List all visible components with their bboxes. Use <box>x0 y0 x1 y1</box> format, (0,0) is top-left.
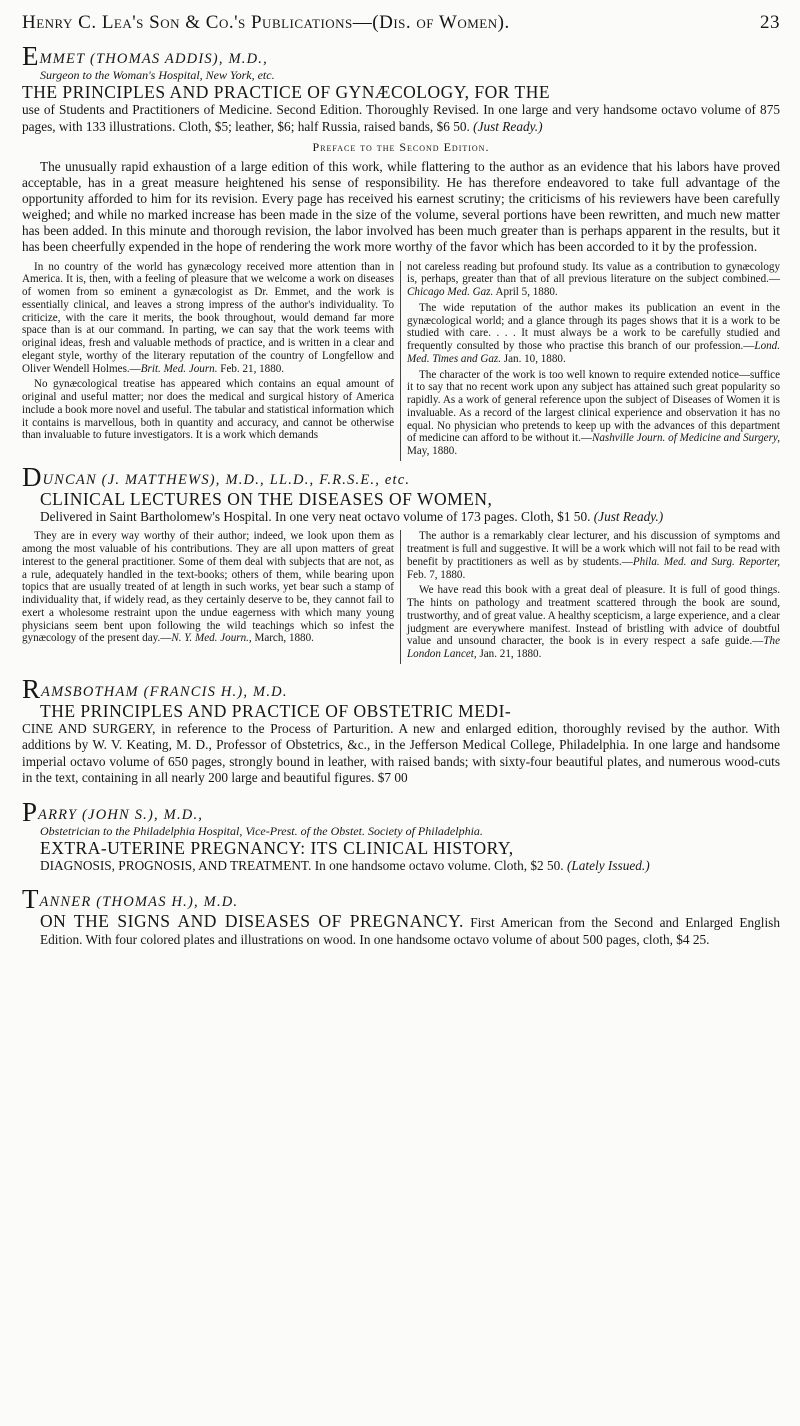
review-quote <box>407 530 780 581</box>
entry-duncan <box>22 461 780 664</box>
review-date: Jan. 21, 1880. <box>479 648 542 661</box>
book-description <box>22 911 780 948</box>
review-quote <box>22 261 394 376</box>
author-name: ARRY (JOHN S.), M.D., <box>38 806 204 823</box>
catalog-page <box>22 12 780 948</box>
dropcap: D <box>22 461 42 492</box>
author-name: MMET (THOMAS ADDIS), M.D., <box>39 51 268 67</box>
book-title: CLINICAL LECTURES ON THE DISEASES OF WOMEN, <box>40 488 493 509</box>
description-text: use of Students and Practitioners of Medicine. Second Edition. Thoroughly Revised. In one large and very handsome octavo volume of 875 pages, with 133 illustrations. Cloth, $5; leather, $6; half Russia, raised bands, $6 50. <box>22 102 780 134</box>
preface-text: The unusually rapid exhaustion of a large edition of this work, while flattering to the author as an evidence that his labors have proved acceptable, has in a great measure heightened his sense of responsibility. He has therefore endeavored to take full advantage of the opportunity afforded to him for its revision. Every page has received his earnest scrutiny; the criticisms of his reviewers have been carefully weighed; and while no marked increase has been made in the size of the volume, several portions have been rewritten, and much new matter has been added. In this minute and thorough revision, the labor involved has been much greater than is perhaps apparent in the results, but it has been cheerfully expended in the hope of rendering the work more worthy of the favor which has been accorded to it by the profession. <box>22 159 780 255</box>
author-name: AMSBOTHAM (FRANCIS H.), M.D. <box>41 683 288 700</box>
review-quote <box>407 369 780 458</box>
book-description <box>22 509 780 526</box>
review-column-right <box>401 261 780 461</box>
availability-note: (Just Ready.) <box>473 118 543 134</box>
dropcap: R <box>22 673 41 704</box>
author-affiliation: Obstetrician to the Philadelphia Hospital, Vice-Prest. of the Obstet. Society of Philadelphia. <box>40 823 483 838</box>
review-quote <box>22 530 394 645</box>
review-column-left <box>22 261 401 461</box>
review-text: In no country of the world has gynæcology received more attention than in America. It is, then, with a feeling of pleasure that we welcome a work on diseases of women from so eminent a gynæcologist as Dr. Emmet, and the work is essentially clinical, and leaves a strong impress of the author's individuality. To criticize, with the care it merits, the book throughout, would demand far more space than is at our command. In parting, we can say that the work teems with original ideas, fresh and valuable methods of practice, and is written in a clear and elegant style, worthy of the literary reputation of the country of Longfellow and Oliver Wendell Holmes.— <box>22 260 394 375</box>
review-columns <box>22 261 780 461</box>
dropcap: T <box>22 884 39 915</box>
book-title: ON THE SIGNS AND DISEASES OF PREGNANCY. <box>40 911 464 932</box>
entry-ramsbotham <box>22 673 780 787</box>
review-date: Feb. 21, 1880. <box>220 362 285 375</box>
author-line <box>22 41 780 71</box>
entry-emmet <box>22 41 781 461</box>
book-description: CINE AND SURGERY, in reference to the Process of Parturition. A new and enlarged edition, thoroughly revised by the author. With additions by W. V. Keating, M. D., Professor of Obstetrics, &c., in the Jefferson Medical College, Philadelphia. In one large and handsome imperial octavo volume of 650 pages, strongly bound in leather, with raised bands; with sixty-four beautiful plates, and numerous wood-cuts in the text, containing in all nearly 200 large and beautiful figures. $7 00 <box>22 720 780 786</box>
review-text: The wide reputation of the author makes its publication an event in the gynæcological world; and a glance through its pages shows that it is a work to be studied with care. . . . It must always be a work to be carefully studied and frequently consulted by those who practise this branch of our profession.— <box>407 301 780 353</box>
running-head-title: Henry C. Lea's Son & Co.'s Publications—(Dis. of Women). <box>22 12 510 33</box>
review-column-right <box>401 530 780 664</box>
review-source: The London Lancet, <box>407 635 780 661</box>
description-text: DIAGNOSIS, PROGNOSIS, AND TREATMENT. In one handsome octavo volume. Cloth, $2 50. <box>40 857 564 873</box>
author-line <box>22 884 780 915</box>
dropcap: E <box>22 41 39 71</box>
availability-note: (Lately Issued.) <box>566 857 650 873</box>
review-quote <box>407 302 780 366</box>
dropcap: P <box>22 796 38 827</box>
review-source: Phila. Med. and Surg. Reporter, <box>632 555 780 568</box>
review-date: Feb. 7, 1880. <box>407 568 466 581</box>
review-date: March, 1880. <box>254 632 314 645</box>
book-title: THE PRINCIPLES AND PRACTICE OF GYNÆCOLOGY, FOR THE <box>22 82 551 102</box>
review-source: Chicago Med. Gaz. <box>407 286 494 299</box>
review-quote <box>407 261 780 299</box>
review-source: Brit. Med. Journ. <box>140 362 218 375</box>
book-title: THE PRINCIPLES AND PRACTICE OF OBSTETRIC MEDI- <box>40 700 512 721</box>
review-source: Lond. Med. Times and Gaz. <box>407 340 780 365</box>
review-quote <box>407 584 780 661</box>
author-line <box>22 461 780 492</box>
review-quote <box>22 378 394 442</box>
review-date: Jan. 10, 1880. <box>503 352 566 365</box>
review-text: not careless reading but profound study. Its value as a contribution to gynæcology is, perhaps, greater than that of all previous literature on the subject combined.— <box>407 260 780 286</box>
author-affiliation: Surgeon to the Woman's Hospital, New York, etc. <box>40 68 275 82</box>
review-column-left <box>22 530 401 664</box>
book-title: EXTRA-UTERINE PREGNANCY: ITS CLINICAL HISTORY, <box>40 837 514 858</box>
review-text: The author is a remarkably clear lecturer, and his discussion of symptoms and treatment is full and suggestive. It will be a work which will not fail to be read with benefit by practitioners as well as by students.— <box>407 530 780 568</box>
preface-heading: Preface to the Second Edition. <box>312 140 490 154</box>
page-number: 23 <box>760 12 780 33</box>
review-text: They are in every way worthy of their author; indeed, we look upon them as among the most valuable of his contributions. They are all upon matters of great interest to the general practitioner. Some of them deal with subjects that are not, as a rule, adequately handled in the text-books; others of them, while bearing upon topics that are usually treated of at length in such works, yet bear such a stamp of individuality that, if widely read, as they certainly deserve to be, they cannot fail to exert a wholesome restraint upon the undue eagerness with which many young physicians seem bent upon following the wild teachings which so infest the gynæcology of the present day.— <box>22 530 394 645</box>
review-source: Nashville Journ. of Medicine and Surgery, <box>591 432 781 445</box>
description-text: First American from the Second and Enlarged English Edition. With four colored plates and illustrations on wood. In one handsome octavo volume of about 500 pages, cloth, $4 25. <box>40 915 780 947</box>
review-source: N. Y. Med. Journ., <box>171 632 252 645</box>
author-name: UNCAN (J. MATTHEWS), M.D., LL.D., F.R.S.E., etc. <box>42 471 411 488</box>
review-date: May, 1880. <box>407 445 458 458</box>
review-date: April 5, 1880. <box>495 286 558 299</box>
review-text: We have read this book with a great deal of pleasure. It is full of good things. The hints on pathology and treatment scattered through the book are sound, trustworthy, and of great value. A healthy scepticism, a large experience, and a clear judgment are everywhere manifest. Instead of bristling with advice of doubtful value and unsound character, the book is in every respect a safe guide.— <box>407 584 780 648</box>
book-description <box>22 102 780 135</box>
running-head <box>22 12 780 40</box>
author-name: ANNER (THOMAS H.), M.D. <box>39 894 239 911</box>
book-description <box>22 858 780 875</box>
author-line <box>22 673 780 704</box>
description-text: Delivered in Saint Bartholomew's Hospital. In one very neat octavo volume of 173 pages. Cloth, $1 50. <box>40 508 591 524</box>
review-text: The character of the work is too well known to require extended notice—suffice it to say that no recent work upon any subject has attained such great popularity so rapidly. As a work of general reference upon the subject of Diseases of Women it is invaluable. As a record of the largest clinical experience and observation it has no equal. No physician who pretends to keep up with the advances of this department of medicine can afford to be without it.— <box>407 368 780 445</box>
review-text: No gynæcological treatise has appeared which contains an equal amount of original and useful matter; nor does the medical and surgical history of America include a book more novel and useful. The tabular and statistical information which it contains is marvellous, both in quantity and accuracy, and cannot be otherwise than invaluable to future investigators. It is a work which demands <box>22 378 394 442</box>
entry-parry <box>22 796 780 875</box>
review-columns <box>22 530 780 664</box>
entry-tanner <box>22 884 780 948</box>
availability-note: (Just Ready.) <box>593 508 664 524</box>
author-line <box>22 796 780 827</box>
